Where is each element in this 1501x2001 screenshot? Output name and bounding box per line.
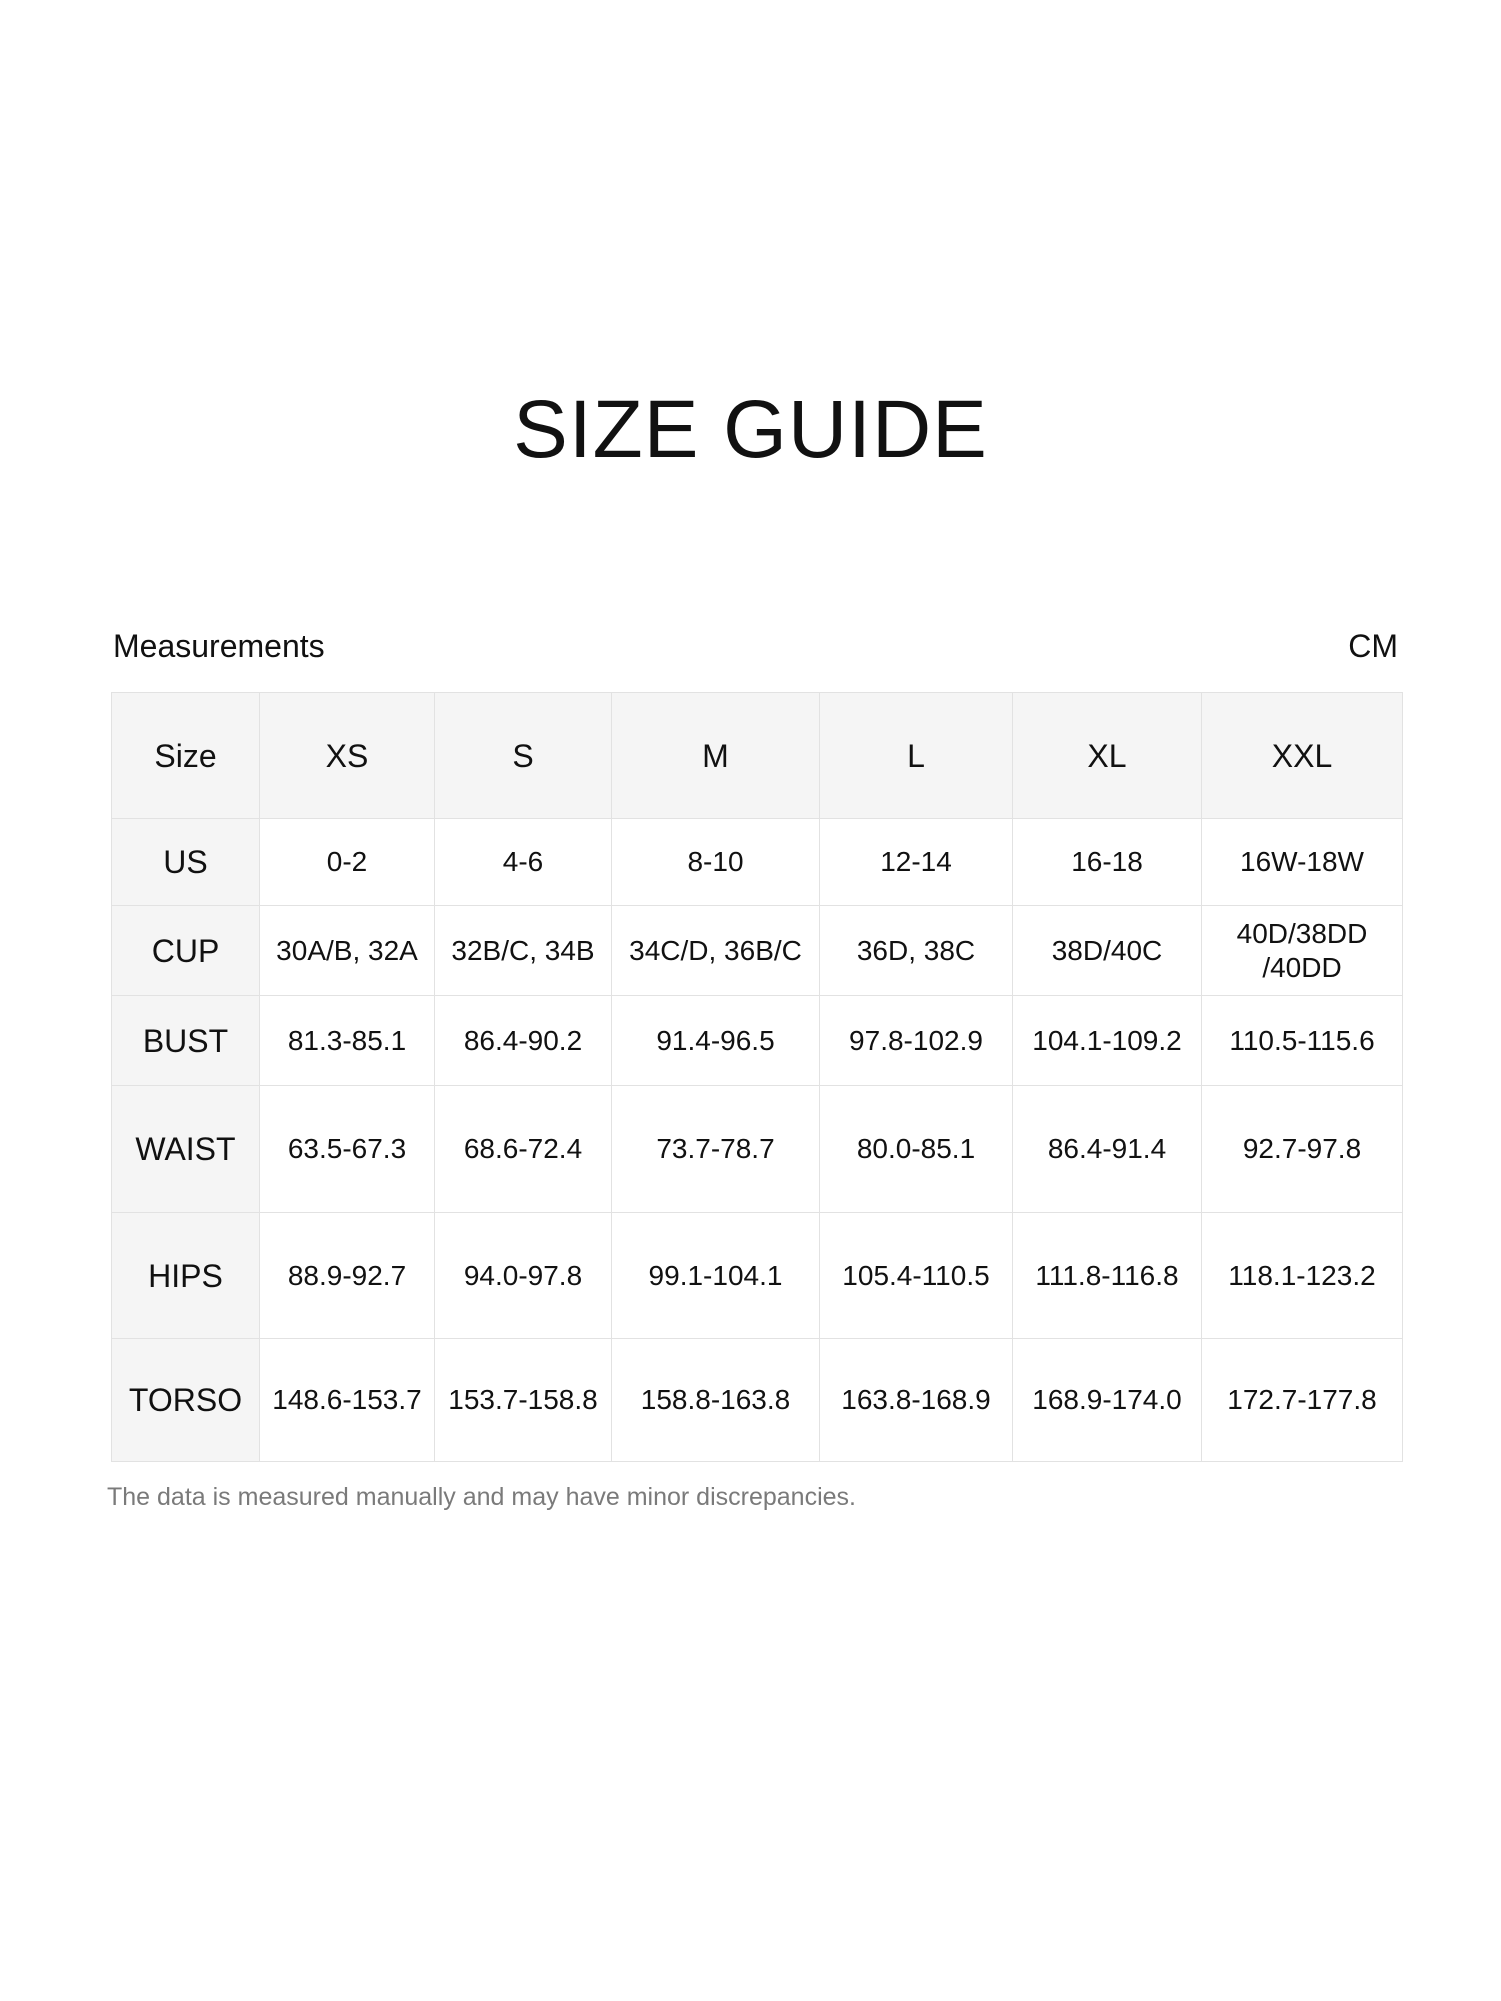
header-cell: XS xyxy=(260,693,435,819)
table-cell: 68.6-72.4 xyxy=(435,1086,612,1213)
table-cell: 73.7-78.7 xyxy=(612,1086,820,1213)
header-cell: S xyxy=(435,693,612,819)
header-cell: M xyxy=(612,693,820,819)
header-cell: L xyxy=(820,693,1013,819)
table-cell: 91.4-96.5 xyxy=(612,996,820,1086)
table-cell: 153.7-158.8 xyxy=(435,1339,612,1462)
row-label: BUST xyxy=(112,996,260,1086)
row-label: CUP xyxy=(112,906,260,996)
table-row xyxy=(112,996,1403,1086)
table-cell: 94.0-97.8 xyxy=(435,1213,612,1339)
table-cell: 38D/40C xyxy=(1013,906,1202,996)
table-cell: 80.0-85.1 xyxy=(820,1086,1013,1213)
table-cell: 36D, 38C xyxy=(820,906,1013,996)
row-label: US xyxy=(112,819,260,906)
header-cell: Size xyxy=(112,693,260,819)
table-cell: 12-14 xyxy=(820,819,1013,906)
table-row xyxy=(112,1213,1403,1339)
table-row xyxy=(112,906,1403,996)
table-cell: 8-10 xyxy=(612,819,820,906)
table-cell: 172.7-177.8 xyxy=(1202,1339,1403,1462)
table-cell: 97.8-102.9 xyxy=(820,996,1013,1086)
table-cell: 163.8-168.9 xyxy=(820,1339,1013,1462)
table-cell: 81.3-85.1 xyxy=(260,996,435,1086)
table-cell: 99.1-104.1 xyxy=(612,1213,820,1339)
table-cell: 158.8-163.8 xyxy=(612,1339,820,1462)
table-cell: 32B/C, 34B xyxy=(435,906,612,996)
table-cell: 30A/B, 32A xyxy=(260,906,435,996)
table-cell: 168.9-174.0 xyxy=(1013,1339,1202,1462)
size-table xyxy=(111,692,1403,1462)
table-cell: 111.8-116.8 xyxy=(1013,1213,1202,1339)
page-title: SIZE GUIDE xyxy=(513,384,988,475)
table-cell: 105.4-110.5 xyxy=(820,1213,1013,1339)
measurements-label: Measurements xyxy=(113,628,325,664)
table-cell: 63.5-67.3 xyxy=(260,1086,435,1213)
table-cell: 86.4-90.2 xyxy=(435,996,612,1086)
table-row xyxy=(112,1339,1403,1462)
header-cell: XXL xyxy=(1202,693,1403,819)
unit-label: CM xyxy=(1348,628,1398,664)
table-cell: 118.1-123.2 xyxy=(1202,1213,1403,1339)
table-cell: 16-18 xyxy=(1013,819,1202,906)
row-label: WAIST xyxy=(112,1086,260,1213)
row-label: HIPS xyxy=(112,1213,260,1339)
table-cell: 86.4-91.4 xyxy=(1013,1086,1202,1213)
table-cell: 16W-18W xyxy=(1202,819,1403,906)
table-cell: 148.6-153.7 xyxy=(260,1339,435,1462)
table-row xyxy=(112,819,1403,906)
table-cell: 110.5-115.6 xyxy=(1202,996,1403,1086)
header-cell: XL xyxy=(1013,693,1202,819)
disclaimer-note: The data is measured manually and may have minor discrepancies. xyxy=(107,1483,856,1511)
table-cell: 40D/38DD /40DD xyxy=(1202,906,1403,996)
table-cell: 92.7-97.8 xyxy=(1202,1086,1403,1213)
table-cell: 34C/D, 36B/C xyxy=(612,906,820,996)
table-row xyxy=(112,1086,1403,1213)
table-cell: 88.9-92.7 xyxy=(260,1213,435,1339)
row-label: TORSO xyxy=(112,1339,260,1462)
table-cell: 0-2 xyxy=(260,819,435,906)
table-header-row xyxy=(112,693,1403,819)
table-cell: 104.1-109.2 xyxy=(1013,996,1202,1086)
table-cell: 4-6 xyxy=(435,819,612,906)
